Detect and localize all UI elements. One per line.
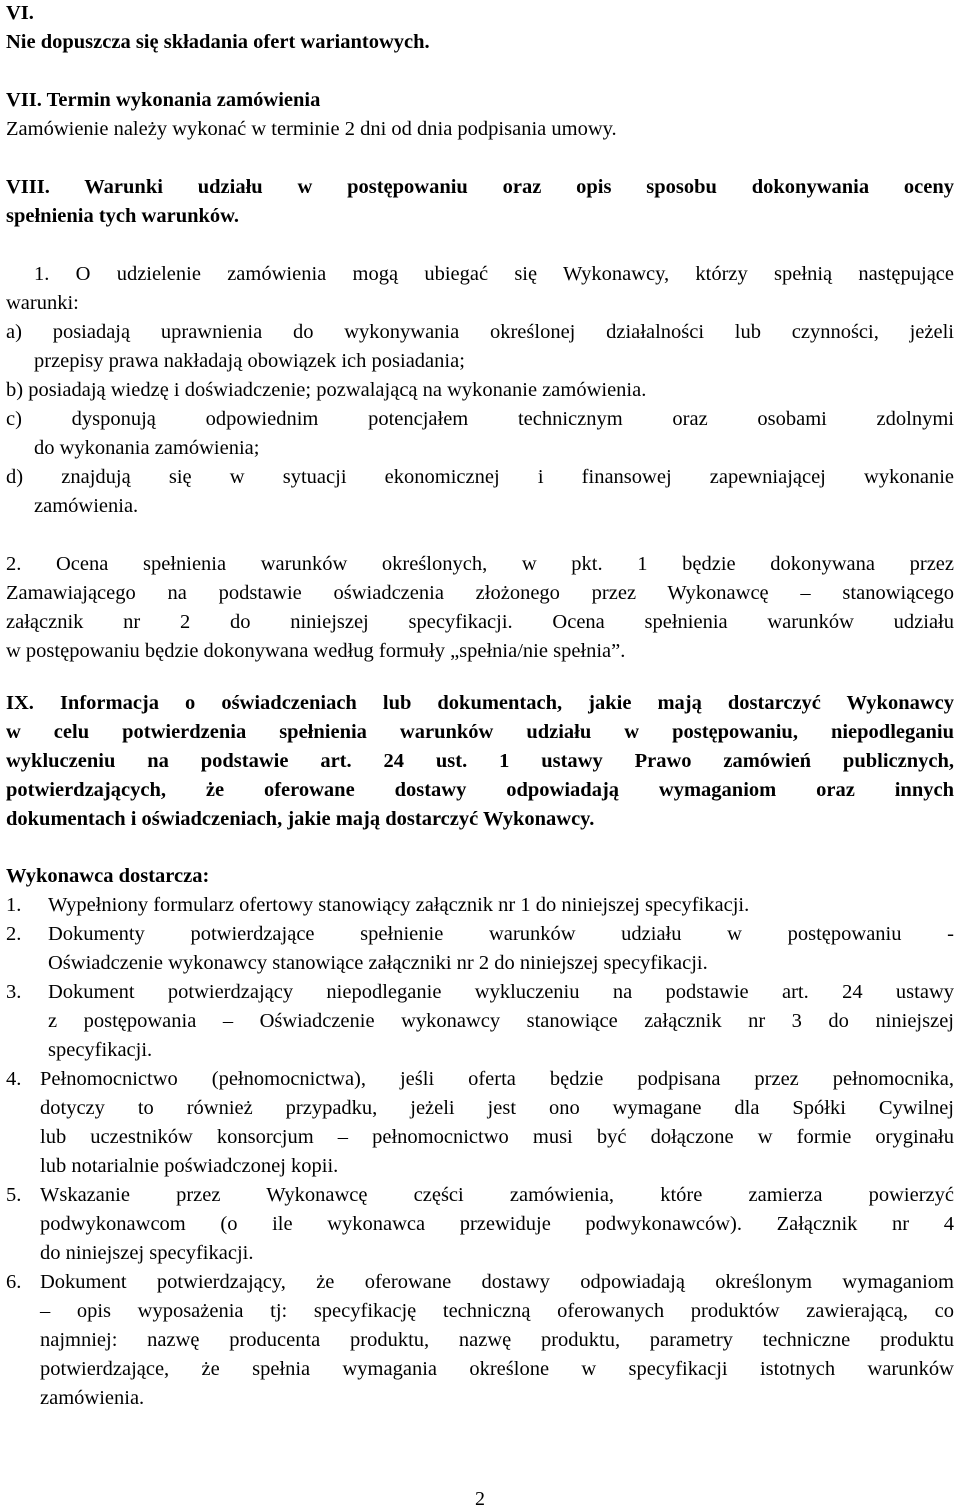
viii-point2-line1: 2. Ocena spełnienia warunków określonych, w pkt. 1 będzie dokonywana przez <box>6 553 954 575</box>
ix-item-line: – opis wyposażenia tj: specyfikację techniczną oferowanych produktów zawierającą, co <box>40 1300 954 1322</box>
section-ix-heading-line5: dokumentach i oświadczeniach, jakie mają dostarczyć Wykonawcy. <box>6 808 595 830</box>
ix-item-number: 1. <box>6 894 22 916</box>
viii-point2-line2: Zamawiającego na podstawie oświadczenia złożonego przez Wykonawcę – stanowiącego <box>6 582 954 604</box>
ix-item-line: z postępowania – Oświadczenie wykonawcy stanowiące załącznik nr 3 do niniejszej <box>48 1010 954 1032</box>
ix-item-number: 4. <box>6 1068 22 1090</box>
section-vi-heading: VI. <box>6 2 34 24</box>
ix-item-number: 2. <box>6 923 22 945</box>
viii-item-c-line1: c) dysponują odpowiednim potencjałem technicznym oraz osobami zdolnymi <box>6 408 954 430</box>
ix-item-line: Wypełniony formularz ofertowy stanowiący załącznik nr 1 do niniejszej specyfikacji. <box>48 894 750 916</box>
ix-item-line: Dokumenty potwierdzające spełnienie warunków udziału w postępowaniu - <box>48 923 954 945</box>
viii-point1-line1: 1. O udzielenie zamówienia mogą ubiegać się Wykonawcy, którzy spełnią następujące <box>34 263 954 285</box>
viii-item-b-line1: b) posiadają wiedzę i doświadczenie; pozwalającą na wykonanie zamówienia. <box>6 379 647 401</box>
section-ix-heading-line3: wykluczeniu na podstawie art. 24 ust. 1 ustawy Prawo zamówień publicznych, <box>6 750 954 772</box>
ix-item-line: zamówienia. <box>40 1387 145 1409</box>
ix-item-number: 5. <box>6 1184 22 1206</box>
ix-item-line: Wskazanie przez Wykonawcę części zamówienia, które zamierza powierzyć <box>40 1184 954 1206</box>
section-viii-heading-line2: spełnienia tych warunków. <box>6 205 239 227</box>
viii-item-c-line2: do wykonania zamówienia; <box>34 437 260 459</box>
ix-item-line: dotyczy to również przypadku, jeżeli jest ono wymagane dla Spółki Cywilnej <box>40 1097 954 1119</box>
ix-item-line: specyfikacji. <box>48 1039 153 1061</box>
section-viii-heading-line1: VIII. Warunki udziału w postępowaniu oraz opis sposobu dokonywania oceny <box>6 176 954 198</box>
viii-point2-line3: załącznik nr 2 do niniejszej specyfikacji. Ocena spełnienia warunków udziału <box>6 611 954 633</box>
section-ix-heading-line1: IX. Informacja o oświadczeniach lub dokumentach, jakie mają dostarczyć Wykonawcy <box>6 692 954 714</box>
section-vii-heading: VII. Termin wykonania zamówienia <box>6 89 321 111</box>
ix-item-line: Pełnomocnictwo (pełnomocnictwa), jeśli oferta będzie podpisana przez pełnomocnika, <box>40 1068 954 1090</box>
ix-item-line: najmniej: nazwę producenta produktu, nazwę produktu, parametry techniczne produktu <box>40 1329 954 1351</box>
viii-item-d-line1: d) znajdują się w sytuacji ekonomicznej i finansowej zapewniającej wykonanie <box>6 466 954 488</box>
section-ix-heading-line2: w celu potwierdzenia spełnienia warunków udziału w postępowaniu, niepodleganiu <box>6 721 954 743</box>
section-vii-text: Zamówienie należy wykonać w terminie 2 dni od dnia podpisania umowy. <box>6 118 617 140</box>
ix-item-line: lub notarialnie poświadczonej kopii. <box>40 1155 339 1177</box>
section-vi-text: Nie dopuszcza się składania ofert wariantowych. <box>6 31 430 53</box>
page-number: 2 <box>475 1488 485 1510</box>
ix-item-line: potwierdzające, że spełnia wymagania określone w specyfikacji istotnych warunków <box>40 1358 954 1380</box>
viii-item-a-line2: przepisy prawa nakładają obowiązek ich posiadania; <box>34 350 465 372</box>
ix-item-line: lub uczestników konsorcjum – pełnomocnictwo musi być dołączone w formie oryginału <box>40 1126 954 1148</box>
ix-item-line: Dokument potwierdzający, że oferowane dostawy odpowiadają określonym wymaganiom <box>40 1271 954 1293</box>
ix-item-line: do niniejszej specyfikacji. <box>40 1242 254 1264</box>
ix-item-line: Oświadczenie wykonawcy stanowiące załączniki nr 2 do niniejszej specyfikacji. <box>48 952 708 974</box>
ix-item-line: Dokument potwierdzający niepodleganie wykluczeniu na podstawie art. 24 ustawy <box>48 981 954 1003</box>
ix-sub-heading: Wykonawca dostarcza: <box>6 865 210 887</box>
viii-point2-line4: w postępowaniu będzie dokonywana według formuły „spełnia/nie spełnia”. <box>6 640 626 662</box>
ix-item-number: 3. <box>6 981 22 1003</box>
viii-point1-line2: warunki: <box>6 292 79 314</box>
viii-item-d-line2: zamówienia. <box>34 495 139 517</box>
viii-item-a-line1: a) posiadają uprawnienia do wykonywania określonej działalności lub czynności, jeżeli <box>6 321 954 343</box>
ix-item-number: 6. <box>6 1271 22 1293</box>
ix-item-line: podwykonawcom (o ile wykonawca przewiduje podwykonawców). Załącznik nr 4 <box>40 1213 954 1235</box>
section-ix-heading-line4: potwierdzających, że oferowane dostawy odpowiadają wymaganiom oraz innych <box>6 779 954 801</box>
